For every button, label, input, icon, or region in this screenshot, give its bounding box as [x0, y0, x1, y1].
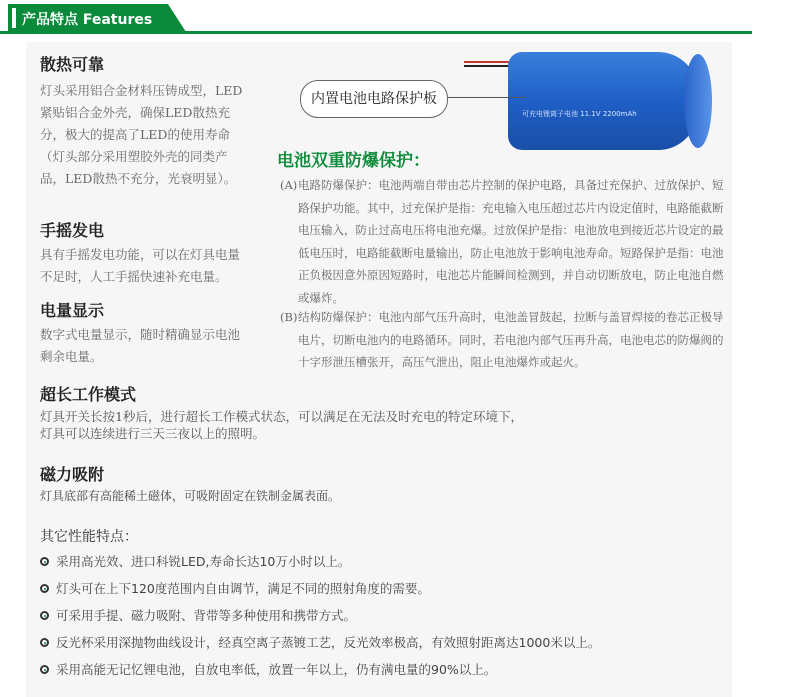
crank-text: 具有手摇发电功能，可以在灯具电量不足时，人工手摇快速补充电量。 [40, 247, 241, 284]
section-header [0, 0, 800, 34]
dual-protection-title: 电池双重防爆保护： [277, 151, 430, 171]
header-title: 产品特点 Features [22, 12, 153, 28]
battery-label: 可充电锂离子电池 11.1V 2200mAh [522, 110, 637, 118]
protection-board-callout: 内置电池电路保护板 [300, 80, 448, 118]
battery-body [508, 52, 698, 150]
list-item-text: 采用高能无记忆锂电池，自放电率低，放置一年以上，仍有满电量的90%以上。 [56, 662, 497, 677]
protection-b-label: (B) [280, 310, 298, 324]
power-text: 数字式电量显示，随时精确显示电池剩余电量。 [40, 327, 241, 364]
bullet-icon [40, 638, 49, 647]
list-item [40, 656, 700, 683]
protection-b-paragraph [280, 306, 728, 374]
bullet-icon [40, 557, 49, 566]
crank-title: 手摇发电 [40, 221, 105, 240]
header-tab-accent [12, 8, 16, 28]
list-item [40, 629, 700, 656]
list-item [40, 575, 700, 602]
protection-a-label: (A) [280, 178, 298, 192]
list-item [40, 602, 700, 629]
list-item-text: 采用高光效、进口科锐LED,寿命长达10万小时以上。 [56, 554, 351, 569]
bullet-icon [40, 665, 49, 674]
other-features-list [40, 548, 700, 683]
list-item [40, 548, 700, 575]
battery-cap [684, 54, 712, 148]
bullet-icon [40, 611, 49, 620]
heat-text: 灯头采用铝合金材料压铸成型，LED紧贴铝合金外壳，确保LED散热充分，极大的提高了LED的使用寿命（灯头部分采用塑胶外壳的同类产品，LED散热不充分，光衰明显）。 [40, 83, 243, 186]
list-item-text: 灯头可在上下120度范围内自由调节，满足不同的照射角度的需要。 [56, 581, 430, 596]
long-mode-title: 超长工作模式 [40, 385, 137, 404]
list-item-text: 反光杯采用深抛物曲线设计，经真空离子蒸镀工艺，反光效率极高，有效照射距离达1000米以上。 [56, 635, 601, 650]
long-mode-line1: 灯具开关长按1秒后，进行超长工作模式状态，可以满足在无法及时充电的特定环境下， [40, 409, 523, 424]
bullet-icon [40, 584, 49, 593]
power-title: 电量显示 [40, 301, 105, 320]
protection-b-text: 结构防爆保护：电池内部气压升高时，电池盖冒鼓起，拉断与盖冒焊接的卷芯正极导电片，切断电池内的电路循环。同时，若电池内部气压再升高，电池电芯的防爆阀的十字形泄压槽张开，高压气泄出，阻止电池爆炸或起火。 [298, 310, 724, 369]
protection-a-paragraph [280, 174, 728, 309]
battery-illustration [296, 48, 730, 158]
magnet-text: 灯具底部有高能稀土磁体，可吸附固定在铁制金属表面。 [40, 489, 341, 503]
other-features-title: 其它性能特点： [40, 529, 138, 545]
heat-title: 散热可靠 [40, 55, 105, 74]
list-item-text: 可采用手提、磁力吸附、背带等多种使用和携带方式。 [56, 608, 357, 623]
callout-leader-line [446, 97, 526, 98]
magnet-title: 磁力吸附 [40, 465, 105, 484]
long-mode-line2: 灯具可以连续进行三天三夜以上的照明。 [40, 426, 266, 441]
protection-a-text: 电路防爆保护：电池两端自带由芯片控制的保护电路，具备过充保护、过放保护、短路保护功能。其中，过充保护是指：充电输入电压超过芯片内设定值时，电路能截断电压输入，防止过高电压将电池充爆。过放保护是指：电池放电到接近芯片设定的最低电压时，电路能截断电量输出，防止电池放于影响电池寿命。短路保护是指：电池正负极因意外原因短路时，电池芯片能瞬间检测到，并自动切断放电，防止电池自燃或爆炸。 [298, 178, 724, 305]
